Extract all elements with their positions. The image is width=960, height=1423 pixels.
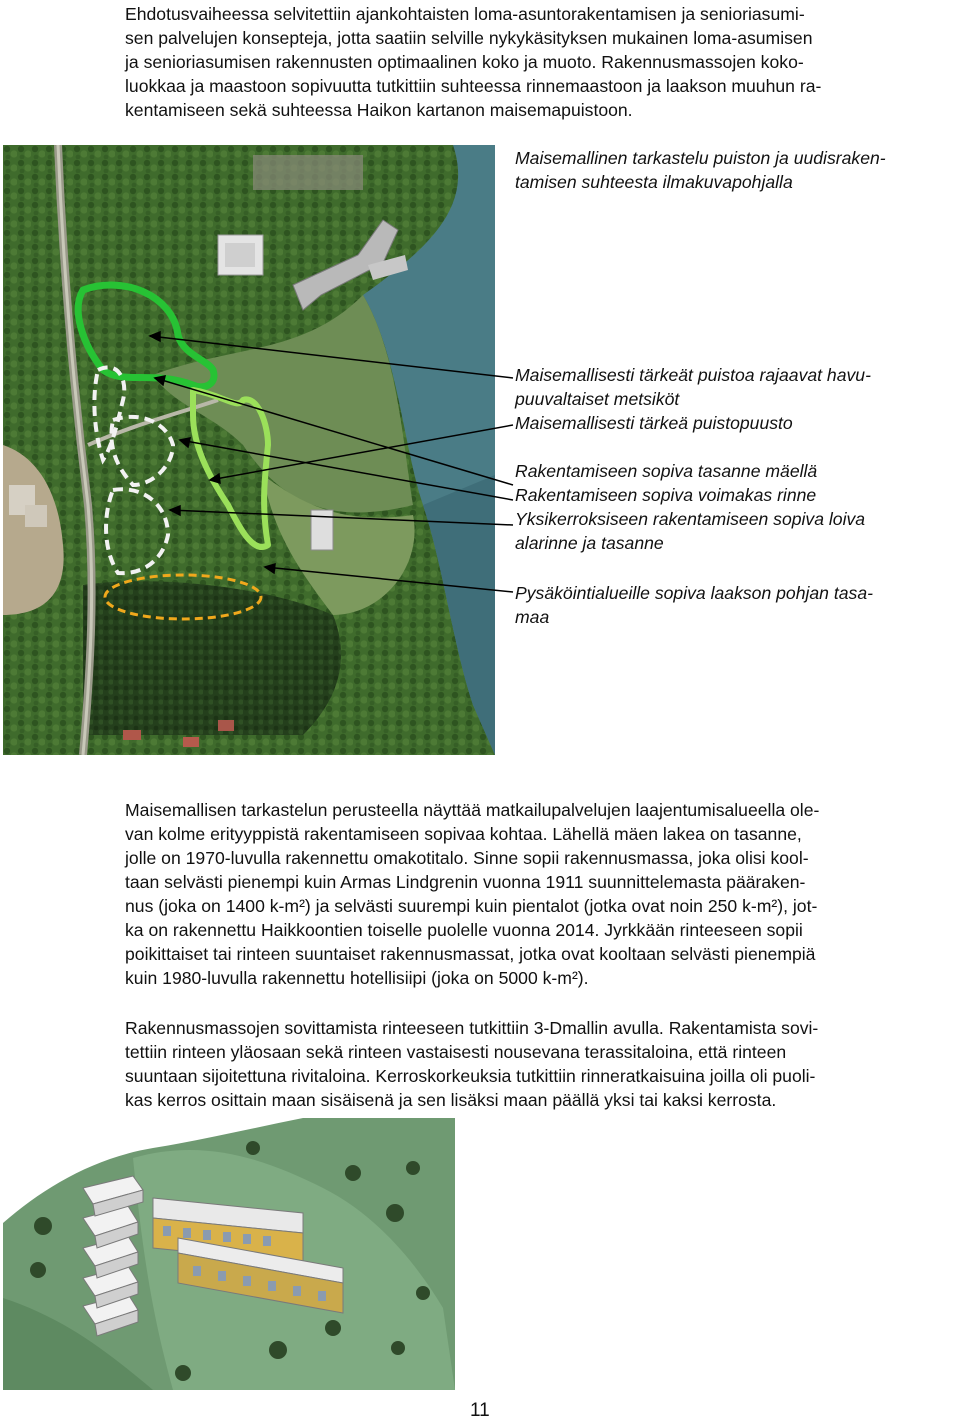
legend-line: Pysäköintialueille sopiva laakson pohjan tasa- (515, 583, 873, 603)
map-title-line: tamisen suhteesta ilmakuvapohjalla (515, 172, 793, 192)
body-line: nus (joka on 1400 k-m²) ja selvästi suurempi kuin pientalot (jotka ovat noin 250 k-m²), jot- (125, 896, 818, 916)
3d-model-render (3, 1118, 455, 1390)
legend-line: Maisemallisesti tärkeä puistopuusto (515, 413, 793, 433)
legend-line: puuvaltaiset metsiköt (515, 389, 680, 409)
map-title-line: Maisemallinen tarkastelu puiston ja uudisraken- (515, 148, 886, 168)
intro-line: kentamiseen sekä suhteessa Haikon kartanon maisemapuistoon. (125, 100, 633, 120)
body-line: tettiin rinteen yläosaan sekä rinteen vastaisesti nousevana terassitaloina, että rinteen (125, 1042, 787, 1062)
intro-line: ja senioriasumisen rakennusten optimaalinen koko ja muoto. Rakennusmassojen koko- (125, 52, 804, 72)
page-number: 11 (470, 1400, 490, 1421)
body-line: jolle on 1970-luvulla rakennettu omakotitalo. Sinne sopii rakennusmassa, joka olisi kool- (125, 848, 809, 868)
legend-line: alarinne ja tasanne (515, 533, 664, 553)
intro-line: sen palvelujen konsepteja, jotta saatiin selville nykykäsityksen mukainen loma-asumisen (125, 28, 813, 48)
intro-line: luokkaa ja maastoon sopivuutta tutkittiin suhteessa rinnemaastoon ja laakson muuhun ra- (125, 76, 822, 96)
legend-line: maa (515, 607, 550, 627)
legend-line: Rakentamiseen sopiva voimakas rinne (515, 485, 817, 505)
legend-line: Yksikerroksiseen rakentamiseen sopiva loiva (515, 509, 866, 529)
body-line: taan selvästi pienempi kuin Armas Lindgrenin vuonna 1911 suunnittelemasta pääraken- (125, 872, 806, 892)
legend-group-building (515, 459, 865, 555)
legend-group-forest (515, 363, 871, 435)
body-line: Rakennusmassojen sovittamista rinteeseen tutkittiin 3-Dmallin avulla. Rakentamista sovi- (125, 1018, 819, 1038)
body-paragraph-2 (125, 1016, 955, 1112)
body-paragraph-1 (125, 798, 955, 990)
body-line: kuin 1980-luvulla rakennettu hotellisiipi (joka on 5000 k-m²). (125, 968, 589, 988)
body-line: poikittaiset tai rinteen suuntaiset rakennusmassat, jotka ovat kooltaan selvästi pienempiä (125, 944, 816, 964)
body-line: van kolme erityyppistä rakentamiseen sopivaa kohtaa. Lähellä mäen lakea on tasanne, (125, 824, 802, 844)
intro-line: Ehdotusvaiheessa selvitettiin ajankohtaisten loma-asuntorakentamisen ja senioriasumi- (125, 4, 805, 24)
body-line: ka on rakennettu Haikkoontien toiselle puolelle vuonna 2014. Jyrkkään rinteeseen sopii (125, 920, 803, 940)
body-line: suuntaan sijoitettuna rivitaloina. Kerroskorkeuksia tutkittiin rinneratkaisuina joilla oli puoli- (125, 1066, 816, 1086)
legend-line: Rakentamiseen sopiva tasanne mäellä (515, 461, 818, 481)
map-title (515, 146, 886, 194)
body-line: Maisemallisen tarkastelun perusteella näyttää matkailupalvelujen laajentumisalueella ole- (125, 800, 820, 820)
legend-group-parking (515, 581, 873, 629)
legend-line: Maisemallisesti tärkeät puistoa rajaavat havu- (515, 365, 871, 385)
body-line: kas kerros osittain maan sisäisenä ja sen lisäksi maan päällä yksi tai kaksi kerrosta. (125, 1090, 777, 1110)
